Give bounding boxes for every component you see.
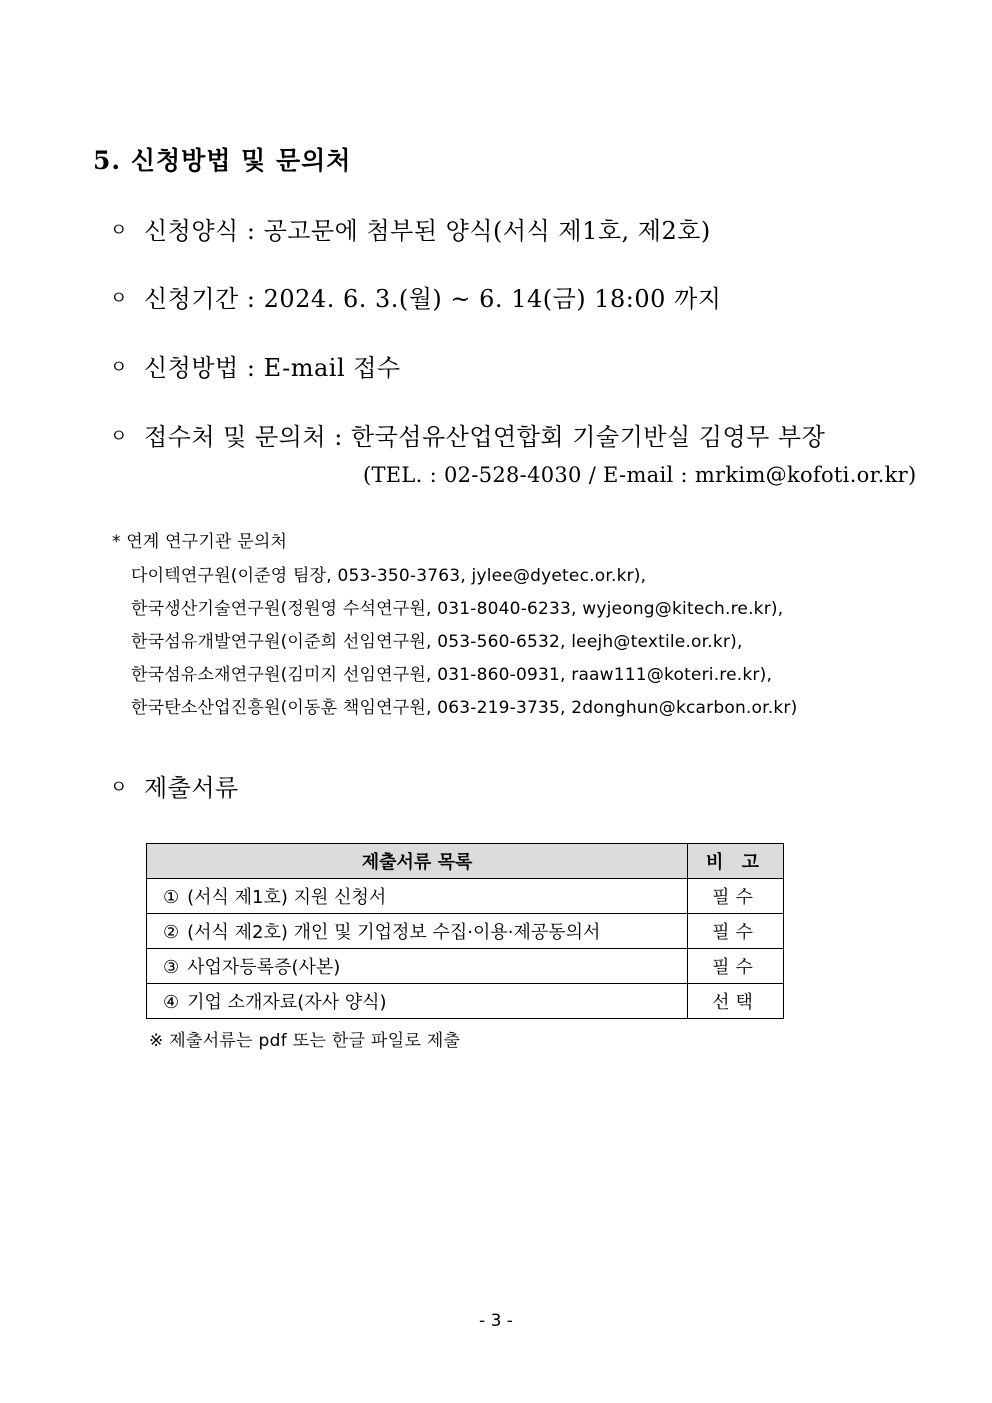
item-label: 신청양식 [144, 217, 239, 245]
table-header-row [147, 844, 784, 879]
section-title-text: 신청방법 및 문의처 [130, 146, 352, 175]
item-value: 2024. 6. 3.(월) ~ 6. 14(금) 18:00 까지 [263, 285, 722, 313]
row-number: ① [163, 887, 180, 908]
related-heading: * 연계 연구기관 문의처 [112, 532, 288, 552]
section-number: 5. [93, 146, 122, 175]
section-title [93, 141, 351, 177]
bullet-icon: ㅇ [110, 777, 128, 798]
bullet-icon: ㅇ [110, 288, 128, 309]
header-remarks: 비 고 [688, 844, 784, 879]
item-value: E-mail 접수 [263, 354, 401, 382]
item-application-form [110, 211, 711, 246]
item-value: 공고문에 첨부된 양식(서식 제1호, 제2호) [263, 217, 711, 245]
document-name-cell [147, 879, 688, 914]
item-application-period [110, 279, 721, 314]
document-note: 필수 [688, 949, 784, 984]
document-note: 필수 [688, 914, 784, 949]
documents-footnote: ※ 제출서류는 pdf 또는 한글 파일로 제출 [149, 1031, 461, 1051]
table-row [147, 984, 784, 1019]
document-note: 선택 [688, 984, 784, 1019]
item-label: 신청기간 [144, 285, 239, 313]
item-separator: : [246, 354, 256, 382]
item-contact [110, 417, 825, 452]
item-documents [110, 768, 239, 803]
row-number: ② [163, 922, 180, 943]
documents-table [146, 843, 784, 1019]
item-application-method [110, 348, 401, 383]
item-separator: : [334, 423, 343, 451]
table-row [147, 949, 784, 984]
row-number: ③ [163, 957, 180, 978]
document-name-cell [147, 949, 688, 984]
header-document-list: 제출서류 목록 [147, 844, 688, 879]
item-label: 제출서류 [144, 774, 239, 802]
table-row [147, 879, 784, 914]
document-name-cell [147, 914, 688, 949]
item-label: 접수처 및 문의처 [144, 423, 327, 451]
document-name: (서식 제2호) 개인 및 기업정보 수집·이용·제공동의서 [187, 922, 601, 943]
page-number: - 3 - [479, 1311, 513, 1331]
item-separator: : [246, 217, 256, 245]
item-separator: : [246, 285, 256, 313]
bullet-icon: ㅇ [110, 357, 128, 378]
bullet-icon: ㅇ [110, 426, 128, 447]
table-row [147, 914, 784, 949]
item-label: 신청방법 [144, 354, 239, 382]
document-name-cell [147, 984, 688, 1019]
contact-info: (TEL. : 02-528-4030 / E-mail : mrkim@kofoti.or.kr) [363, 463, 917, 487]
bullet-icon: ㅇ [110, 220, 128, 241]
document-name: 기업 소개자료(자사 양식) [187, 992, 387, 1013]
related-org: 다이텍연구원(이준영 팀장, 053-350-3763, jylee@dyetec.or.kr), [131, 566, 647, 586]
related-org: 한국섬유개발연구원(이준희 선임연구원, 053-560-6532, leejh@textile.or.kr), [131, 632, 743, 652]
related-org: 한국탄소산업진흥원(이동훈 책임연구원, 063-219-3735, 2donghun@kcarbon.or.kr) [131, 698, 798, 718]
row-number: ④ [163, 992, 180, 1013]
related-org: 한국섬유소재연구원(김미지 선임연구원, 031-860-0931, raaw111@koteri.re.kr), [131, 665, 773, 685]
document-note: 필수 [688, 879, 784, 914]
document-name: (서식 제1호) 지원 신청서 [187, 887, 387, 908]
item-value: 한국섬유산업연합회 기술기반실 김영무 부장 [350, 423, 826, 451]
related-org: 한국생산기술연구원(정원영 수석연구원, 031-8040-6233, wyjeong@kitech.re.kr), [131, 599, 784, 619]
document-name: 사업자등록증(사본) [187, 957, 341, 978]
